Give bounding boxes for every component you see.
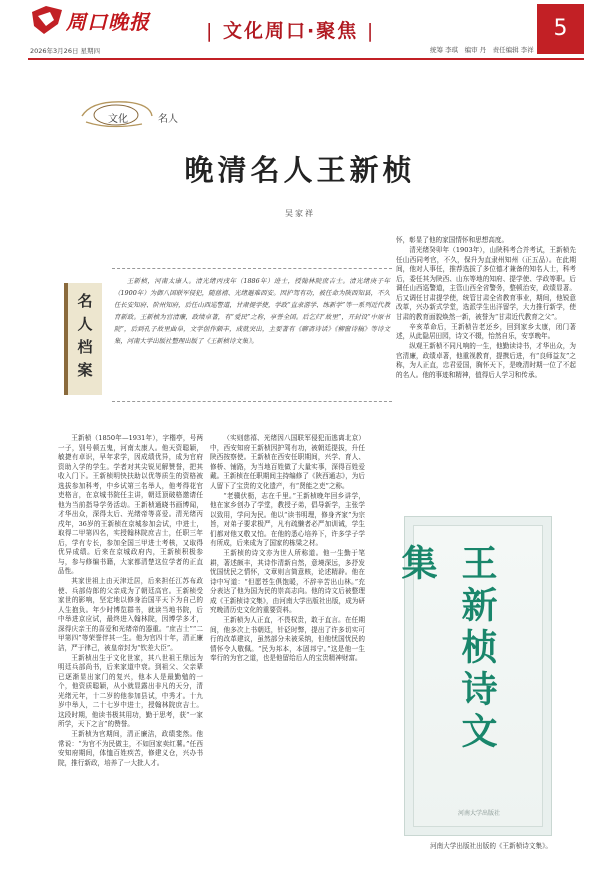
paragraph: 清光绪癸卯年（1903年），山陕科考合并考试，王新桢先任山西同考官，不久，保升为直隶州知州（正五品）。在此期间，他对人事任，推荐选拔了多位德才兼备的知名人士，科考后，委任其为陕西、山东等地的知府、提学使、学政等职。后调任山西巡警道，主管山西全省警务，整顿治安，政绩显著。后又调任甘肃提学使，统管甘肃全省教育事业，期间，他锐意改革，兴办新式学堂，选派学生出洋留学，大力推行新学，使甘肃的教育面貌焕然一新，被誉为“甘肃近代教育之父”。: [396, 246, 576, 321]
section-title-text: 文化周口·聚焦: [223, 20, 359, 42]
image-caption: 河南大学出版社出版的《王新桢诗文集》。: [430, 842, 552, 850]
paragraph: （实则慈禧、光绪因八国联军侵犯而逃离北京）中，西安知府王新桢因护驾有功，被朝廷提拔，升任陕西按察使。王新桢在西安任职期间，兴学、育人、修桥、铺路，为当地百姓做了大量实事，深得百姓爱戴。王新桢在任职期间主持编修了《陕西通志》，为后人留下了宝贵的文化遗产，有“贤能之吏”之称。: [210, 434, 365, 490]
paragraph: 其家世祖上由天津迁居，后来担任江苏布政使、兵部侍郎的父亲成为了朝廷高官。王新桢受家世的影响，坚定地以修身治国平天下为自己的人生抱负。年少时博览群书，就读当地书院，后中举进京应试，最终进入翰林院，因博学多才，深得庆亲王的喜爱和光绪帝的器重。“庶吉士”“二甲第四”等荣誉伴其一生。他为官四十年，清正廉洁，严于律己，被皇帝封为“钦差大臣”。: [58, 577, 203, 652]
paragraph: 王新桢出生于文化世家，其八世祖王鼎远为明廷兵部尚书，后来家道中衰。到祖父、父亲辈已逐渐显出家门的复兴，他本人是最勤勉的一个，他资质聪颖，从小就显露出非凡的天分，清光绪元年，十二岁的他参加县试，中秀才。十九岁中举人，二十七岁中进士，授翰林院庶吉士。这段时期，他读书极其用功，勤于思考，获“一家所学，天下之言”的赞誉。: [58, 653, 203, 728]
paragraph: 王新桢（1850年—1931年），字楷亭，号两一子，别号顿五鬼，河南太康人。他天资聪颖，敏捷有卓识，早年求学，因成绩优异，成为官府资助入学的学生。学者对其尖锐见解赞誉，把其收入门下。王新桢明快扶助以优等质生的资格被选拔参加科考，中乡试第三名举人，他考得花官吏格言，在京城书院任主讲，朝廷顶破格邀请任他为当前指导学务活动。王新桢通晓书画博闻，才华出众，深得太后、光绪帝等喜爱。清光绪丙戌年，36岁的王新桢在京城参加会试，中进士，取得二甲第四名，实授翰林院庶吉士，任职三年后，学有专长，参加全国三甲进士考核，又取得优异成绩。后来在京城政府内，王新桢积极参与，参与修编书籍，大家都清楚这位学者的正直品性。: [58, 434, 203, 575]
paragraph: 纵观王新桢不同凡响的一生，他勤读诗书，才华出众，为官清廉，政绩卓著，他重视教育，提携后进，有“良师益友”之称，为人正直，忠君爱国，胸怀天下，是晚清时期一位了不起的名人。他的事迹和精神，值得后人学习和传承。: [396, 342, 576, 379]
tag-word-culture: 文化: [108, 114, 128, 125]
article-column-2: [210, 434, 365, 854]
tag-word-celebrity: 名人: [158, 114, 178, 125]
article-headline: 晚清名人王新桢: [184, 153, 416, 187]
logo-emblem-icon: [28, 4, 66, 38]
column-tag: [80, 96, 190, 134]
page-number: 5: [537, 4, 584, 54]
article-byline: 吴家祥: [285, 209, 315, 218]
profile-box: [112, 268, 392, 402]
issue-date: 2026年3月26日 星期四: [30, 47, 101, 55]
paragraph: “老骥伏枥，志在千里。”王新桢晚年回乡讲学，他在家乡创办了学堂，教授子弟，倡导新学，主张学以致用，学问为民。他以“读书明理，修身齐家”为宗旨，对弟子要求极严，凡有疏懒者必严加训诫，学生们都对他又敬又怕。在他的悉心培养下，许多学子学有所成，后来成为了国家的栋梁之材。: [210, 491, 365, 547]
profile-label-text: 名人档案: [75, 293, 94, 385]
profile-label: [64, 283, 102, 395]
book-cover: [396, 525, 543, 827]
paragraph: 王新桢的诗文亦为世人所称道。他一生勤于笔耕，著述颇丰，其诗作清新自然，意境深远，多抒发忧国忧民之情怀，文章则言简意赅，论述精辟。他在诗中写道：“但愿苍生俱饱暖，不辞辛苦出山林。”充分表达了他为国为民的崇高志向。他的诗文后被整理成《王新桢诗文集》，由河南大学出版社出版，成为研究晚清历史文化的重要资料。: [210, 549, 365, 614]
logo-text: 周口晚报: [66, 10, 150, 34]
paragraph: 王新桢为人正直，不畏权贵，敢于直言。在任期间，他多次上书朝廷，针砭时弊，提出了许多切实可行的改革建议，虽然部分未被采纳，但他忧国忧民的情怀令人敬佩。“民为邦本，本固邦宁。”这是他一生奉行的为官之道，也是他留给后人的宝贵精神财富。: [210, 616, 365, 662]
header-rule: [28, 58, 584, 60]
masthead: [0, 0, 600, 64]
book-cover-image: [396, 516, 552, 836]
profile-text: 王新桢，河南太康人。清光绪丙戌年（1886年）进士，授翰林院庶吉士。清光绪庚子年（1900年）为御八国联军侵犯，随慈禧、光绪避难西安。因护驾有功，被任命为陕西知县，不久任长安知府、阶州知府，后任山西巡警道，甘肃提学使，学政“直隶游学、练新学”等一系列近代教育新政。王新桢为官清廉，政绩卓著，有“爱民”之称，享誉全国。后乞归“故里”，开封设“中原书院”，后到孔子故里曲阜，文学创作颇丰，成就突出，主要著有《聊斋诗话》《柳窗诗稿》等诗文集，河南大学出版社整理出版了《王新桢诗文集》。: [114, 277, 390, 345]
newspaper-logo: [28, 4, 178, 38]
paragraph: 王新桢为官期间，清正廉洁，政绩斐然。他常说：“为官不为民做主，不如回家卖红薯。”任西安知府期间，体恤百姓疾苦，修建义仓，兴办书院，推行新政，培养了一大批人才。: [58, 730, 203, 767]
article-column-1: [58, 434, 203, 854]
editors-credit: 统筹 李琪 编审 丹 责任编辑 李祥: [430, 46, 534, 54]
paragraph: 辛亥革命后，王新桢告老还乡，回到家乡太康，闭门著述，从此隐居田园，诗文不辍，怡然自乐，安享晚年。: [396, 322, 576, 340]
book-title: 王新桢诗文集: [396, 544, 497, 754]
book-publisher: 河南大学出版社: [457, 810, 500, 817]
article-column-3: [396, 236, 576, 526]
section-title: | 文化周口·聚焦 |: [206, 20, 376, 42]
paragraph: 怀，彰显了他的家国情怀和思想高度。: [396, 236, 509, 244]
